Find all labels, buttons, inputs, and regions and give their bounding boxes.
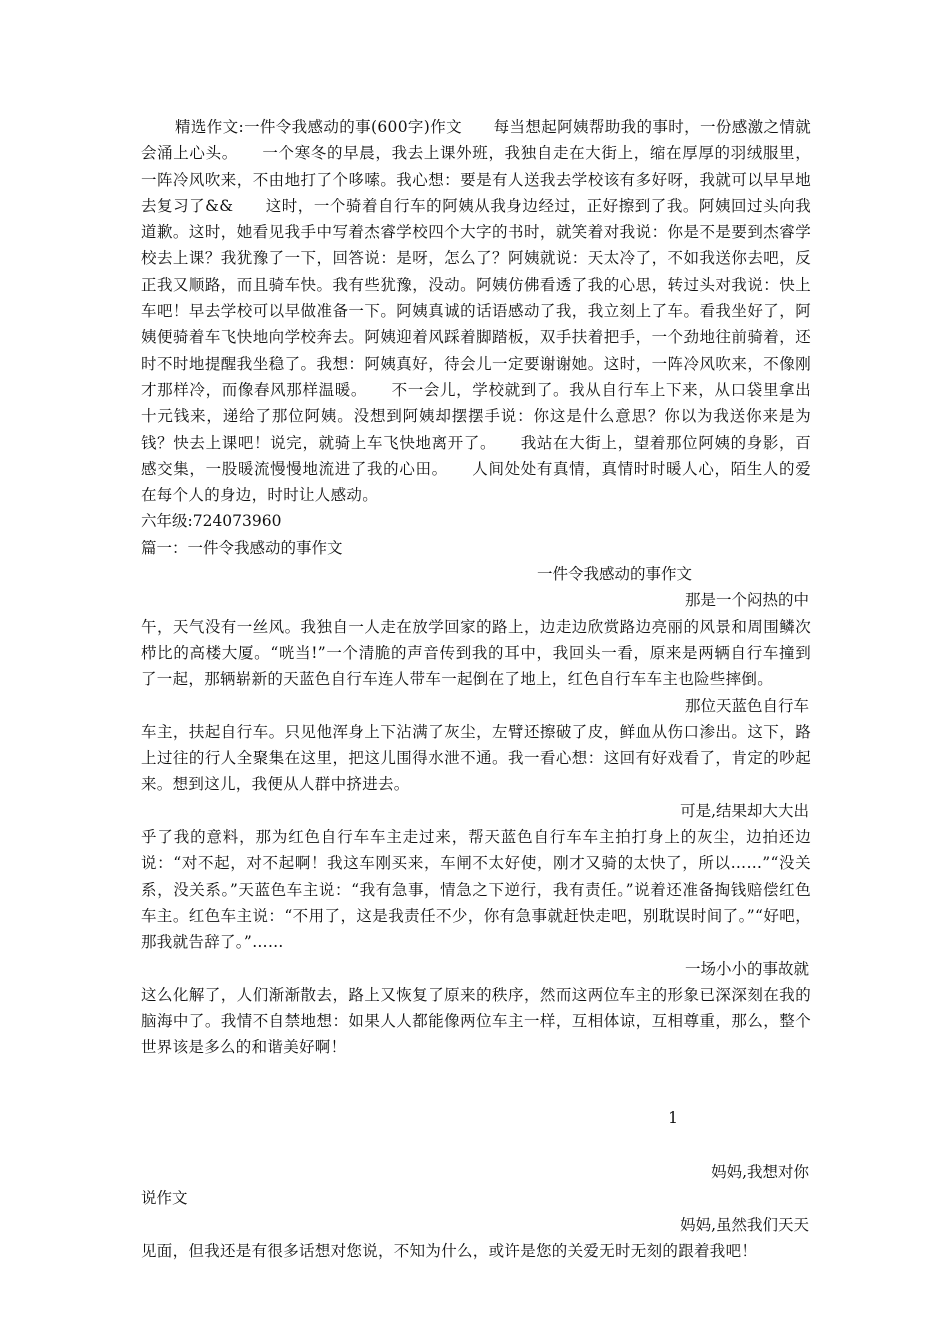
article-two-p1-lead: 妈妈,虽然我们天天: [680, 1215, 809, 1234]
article-one-p2-body: 车主，扶起自行车。只见他浑身上下沾满了灰尘，左臂还擦破了皮，鲜血从伤口渗出。这下，路上过往的行人全聚集在这里，把这儿围得水泄不通。我一看心想：这回有好戏看了，肯定的吵起来。想到这儿，我便从人群中挤进去。: [141, 722, 811, 794]
article-one-p4-lead: 一场小小的事故就: [684, 959, 809, 978]
article-one-title: 一件令我感动的事作文: [537, 565, 693, 584]
article-one-p2-lead: 那位天蓝色自行车: [684, 696, 809, 715]
article-one-p1-lead: 那是一个闷热的中: [684, 591, 809, 610]
document-page: [141, 114, 811, 1264]
essay-intro-paragraph: 精选作文:一件令我感动的事(600字)作文 每当想起阿姨帮助我的事时，一份感激之情就会涌上心头。 一个寒冬的早晨，我去上课外班，我独自走在大街上，缩在厚厚的羽绒服里，一阵冷风吹来，不由地打了个哆嗦。我心想：要是有人送我去学校该有多好呀，我就可以早早地去复习了&& 这时，一个骑着自行车的阿姨从我身边经过，正好擦到了我。阿姨回过头向我道歉。这时，她看见我手中写着杰睿学校四个大字的书时，就笑着对我说：你是不是要到杰睿学校去上课？我犹豫了一下，回答说：是呀，怎么了？阿姨就说：天太冷了，不如我送你去吧，反正我又顺路，而且骑车快。我有些犹豫，没动。阿姨仿佛看透了我的心思，转过头对我说：快上车吧！早去学校可以早做准备一下。阿姨真诚的话语感动了我，我立刻上了车。看我坐好了，阿姨便骑着车飞快地向学校奔去。阿姨迎着风踩着脚踏板，双手扶着把手，一个劲地往前骑着，还时不时地提醒我坐稳了。我想：阿姨真好，待会儿一定要谢谢她。这时，一阵冷风吹来，不像刚才那样冷，而像春风那样温暖。 不一会儿，学校就到了。我从自行车上下来，从口袋里拿出十元钱来，递给了那位阿姨。没想到阿姨却摆摆手说：你这是什么意思？你以为我送你来是为钱？快去上课吧！说完，就骑上车飞快地离开了。 我站在大街上，望着那位阿姨的身影，百感交集，一股暖流慢慢地流进了我的心田。 人间处处有真情，真情时时暖人心，陌生人的爱在每个人的身边，时时让人感动。: [141, 118, 811, 505]
article-two-title-rest: 说作文: [141, 1189, 188, 1208]
article-one-p1-body: 午，天气没有一丝风。我独自一人走在放学回家的路上，边走边欣赏路边亮丽的风景和周围鳞次栉比的高楼大厦。“咣当!”一个清脆的声音传到我的耳中，我回头一看，原来是两辆自行车撞到了一起，那辆崭新的天蓝色自行车连人带车一起倒在了地上，红色自行车车主也险些摔倒。: [141, 617, 811, 689]
article-two-title-lead: 妈妈,我想对你: [711, 1162, 809, 1181]
grade-line: 六年级:724073960: [141, 512, 282, 531]
article-one-p4-body: 这么化解了，人们渐渐散去，路上又恢复了原来的秩序，然而这两位车主的形象已深深刻在我的脑海中了。我情不自禁地想：如果人人都能像两位车主一样，互相体谅，互相尊重，那么，整个世界该是多么的和谐美好啊！: [141, 985, 811, 1057]
page-break-space: [141, 1131, 811, 1159]
article-one-p3-lead: 可是,结果却大大出: [680, 801, 809, 820]
page-number: 1: [668, 1108, 678, 1127]
article-one-p3-body: 乎了我的意料，那为红色自行车车主走过来，帮天蓝色自行车车主拍打身上的灰尘，边拍还边说：“对不起，对不起啊！我这车刚买来，车闸不太好使，刚才又骑的太快了，所以……”“没关系，没关系。”天蓝色车主说：“我有急事，情急之下逆行，我有责任。”说着还准备掏钱赔偿红色车主。红色车主说：“不用了，这是我责任不少，你有急事就赶快走吧，别耽误时间了。”“好吧，那我就告辞了。”……: [141, 828, 811, 952]
article-two-p1-body: 见面，但我还是有很多话想对您说，不知为什么，或许是您的关爱无时无刻的跟着我吧！: [141, 1241, 758, 1260]
article-one-heading: 篇一：一件令我感动的事作文: [141, 538, 343, 557]
